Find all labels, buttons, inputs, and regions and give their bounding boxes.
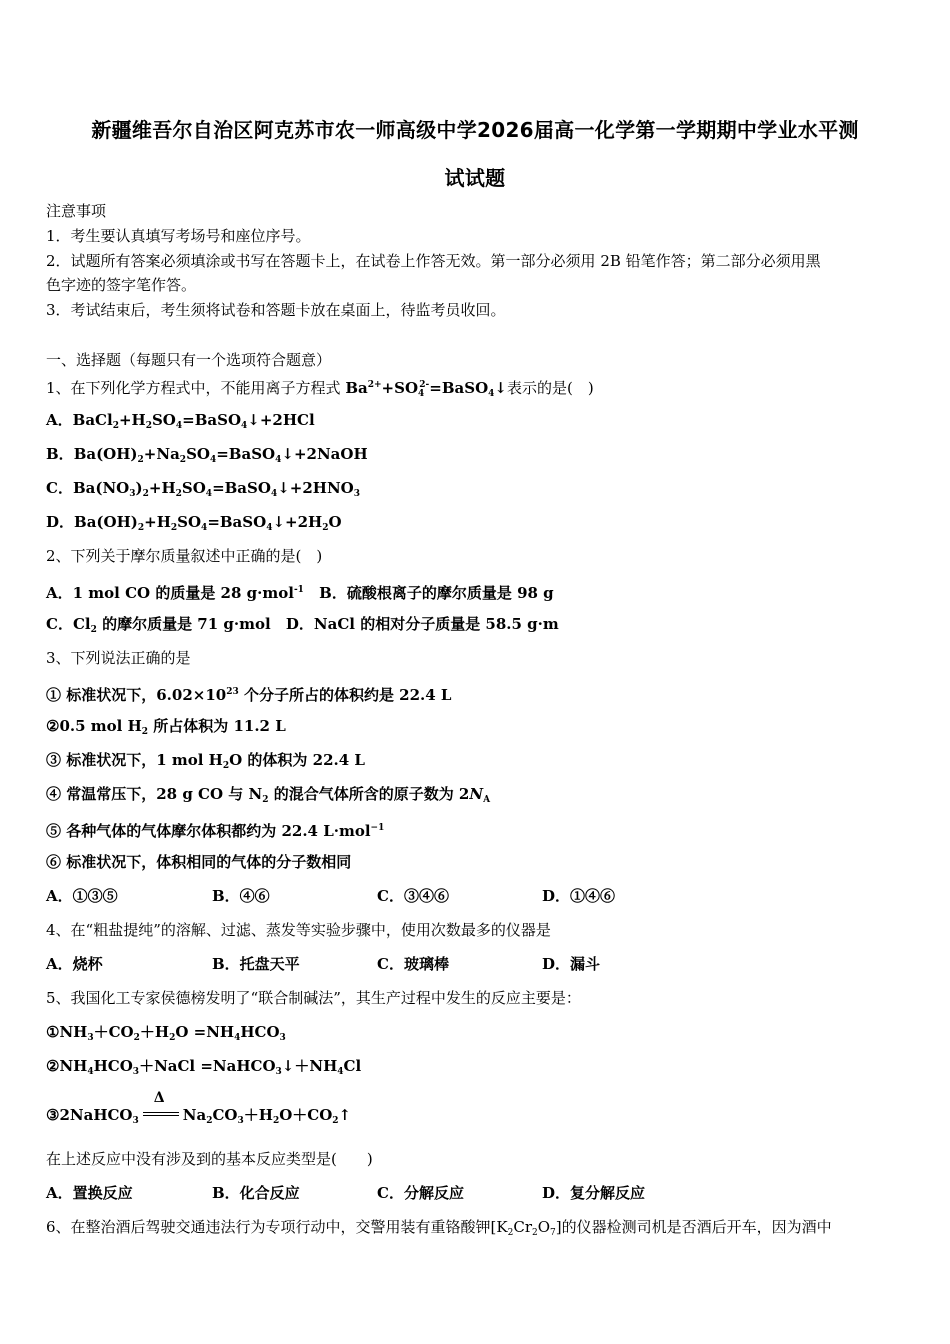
statement-text: ③ 标准状况下，1 mol H	[46, 751, 223, 769]
equals-line-top	[143, 1112, 179, 1113]
question-1-option-d: D．$Ba(OH)_2+H_2SO_4=BaSO_4↓+2H_2O$	[46, 513, 342, 533]
question-5-options	[46, 1183, 906, 1203]
question-4-options	[46, 954, 906, 974]
option-label: C．	[46, 479, 73, 497]
question-4-option-c: C．玻璃棒	[377, 955, 449, 973]
superscript: -1	[293, 585, 304, 595]
question-3-statement-2	[46, 716, 906, 742]
reaction-1: $①NH_3+CO_2+H_2O =NH_4HCO_3$	[46, 1023, 286, 1043]
question-2-options-ab	[46, 580, 906, 603]
stem-text: 6、在整治酒后驾驶交通违法行为专项行动中，交警用装有重铬酸钾[K	[46, 1218, 508, 1236]
question-4-option-a: A．烧杯	[46, 955, 103, 973]
question-1-option-a: A．$BaCl_2+H_2SO_4=BaSO_4↓+2HCl$	[46, 411, 315, 431]
exam-title-line1: 新疆维吾尔自治区阿克苏市农一师高级中学2026届高一化学第一学期期中学业水平测	[91, 118, 859, 142]
statement-text: 所占体积为 11.2 L	[148, 717, 286, 735]
question-2-option-c-prefix: C．Cl	[46, 615, 91, 633]
subscript: A	[483, 795, 491, 805]
question-3-option-b: B．④⑥	[212, 887, 270, 905]
option-label: A．	[46, 411, 73, 429]
notes-heading: 注意事项	[46, 202, 107, 220]
superscript: 23	[226, 687, 239, 697]
question-6-stem	[46, 1217, 906, 1243]
option-label: B．	[46, 445, 74, 463]
statement-text: ④ 常温常压下，28 g CO 与 N	[46, 785, 263, 803]
question-3-option-d: D．①④⑥	[542, 887, 616, 905]
subscript: 2	[532, 1228, 538, 1238]
notes-item-3: 3．考试结束后，考生须将试卷和答题卡放在桌面上，待监考员收回。	[46, 301, 506, 319]
question-2-option-a: A．1 mol CO 的质量是 28 g·mol	[46, 584, 294, 602]
option-label: D．	[46, 513, 75, 531]
notes-item-2b: 色字迹的签字笔作答。	[46, 276, 197, 294]
question-1-stem	[46, 375, 906, 404]
equals-line-bottom	[143, 1115, 179, 1116]
avogadro-symbol: N	[469, 785, 484, 803]
subscript: 2	[222, 761, 230, 771]
subscript: 2	[90, 625, 97, 635]
subscript: 2	[141, 727, 149, 737]
stem-text: O	[537, 1218, 551, 1236]
question-3-options	[46, 886, 906, 906]
statement-text: O 的体积为 22.4 L	[229, 751, 365, 769]
stem-text: ]的仪器检测司机是否酒后开车，因为酒中	[555, 1218, 832, 1236]
question-3-statement-3	[46, 750, 906, 776]
question-2-stem: 2、下列关于摩尔质量叙述中正确的是( )	[46, 547, 323, 565]
question-3-option-c: C．③④⑥	[377, 887, 449, 905]
section-heading: 一、选择题（每题只有一个选项符合题意）	[46, 351, 332, 369]
subscript: 2	[262, 795, 269, 805]
question-3-statement-4	[46, 784, 906, 810]
superscript: −1	[370, 823, 385, 833]
notes-item-2a: 2．试题所有答案必须填涂或书写在答题卡上，在试卷上作答无效。第一部分必须用 2B 铅笔作答；第二部分必须用黑	[46, 252, 821, 270]
heating-condition	[141, 1090, 181, 1122]
question-1-stem-suffix: 表示的是( )	[507, 379, 594, 397]
question-1-stem-prefix: 1、在下列化学方程式中，不能用离子方程式	[46, 379, 346, 397]
question-5-option-a: A．置换反应	[46, 1184, 133, 1202]
statement-text: ②0.5 mol H	[46, 717, 142, 735]
statement-text: ① 标准状况下，6.02×10	[46, 686, 227, 704]
question-3-option-a: A．①③⑤	[46, 887, 118, 905]
question-5-option-d: D．复分解反应	[542, 1184, 646, 1202]
question-1-option-c: C．$Ba(NO_3)_2+H_2SO_4=BaSO_4↓+2HNO_3$	[46, 479, 360, 499]
statement-text: 的混合气体所含的原子数为 2	[268, 785, 470, 803]
question-3-stem: 3、下列说法正确的是	[46, 649, 191, 667]
reaction-3: ③2NaHCO$_3$ Δ $Na_2CO_3+H_2O+CO_2↑$	[46, 1090, 352, 1126]
subscript: 7	[550, 1228, 556, 1238]
statement-text: 个分子所占的体积约是 22.4 L	[238, 686, 452, 704]
statement-text: ⑤ 各种气体的气体摩尔体积都约为 22.4 L·mol	[46, 822, 371, 840]
question-5-option-c: C．分解反应	[377, 1184, 464, 1202]
exam-title-line2: 试试题	[444, 166, 506, 190]
question-3-statement-6: ⑥ 标准状况下，体积相同的气体的分子数相同	[46, 853, 352, 871]
question-2-option-c-suffix: 的摩尔质量是 71 g·mol	[96, 615, 271, 633]
question-5-stem: 5、我国化工专家侯德榜发明了“联合制碱法”，其生产过程中发生的反应主要是：	[46, 989, 581, 1007]
question-4-stem: 4、在“粗盐提纯”的溶解、过滤、蒸发等实验步骤中，使用次数最多的仪器是	[46, 921, 551, 939]
stem-text: Cr	[513, 1218, 532, 1236]
question-5-tail: 在上述反应中没有涉及到的基本反应类型是( )	[46, 1150, 373, 1168]
question-1-option-b: B．$Ba(OH)_2+Na_2SO_4=BaSO_4↓+2NaOH$	[46, 445, 368, 465]
notes-item-1: 1．考生要认真填写考场号和座位序号。	[46, 227, 311, 245]
question-2-option-d: D．NaCl 的相对分子质量是 58.5 g·m	[285, 615, 559, 633]
question-3-statement-1	[46, 682, 906, 705]
question-5-option-b: B．化合反应	[212, 1184, 300, 1202]
question-2-options-cd	[46, 614, 906, 640]
question-3-statement-5	[46, 818, 906, 841]
delta-symbol: Δ	[153, 1090, 165, 1106]
question-4-option-d: D．漏斗	[542, 955, 601, 973]
ionic-equation: $Ba^{2+}+SO_4^{2-}=BaSO_4↓$	[345, 379, 507, 399]
subscript: 2	[507, 1228, 514, 1238]
reaction-2: $②NH_4HCO_3+NaCl$ $=NaHCO_3↓+NH_4Cl$	[46, 1057, 362, 1077]
question-2-option-b: B．硫酸根离子的摩尔质量是 98 g	[319, 584, 554, 602]
question-4-option-b: B．托盘天平	[212, 955, 300, 973]
